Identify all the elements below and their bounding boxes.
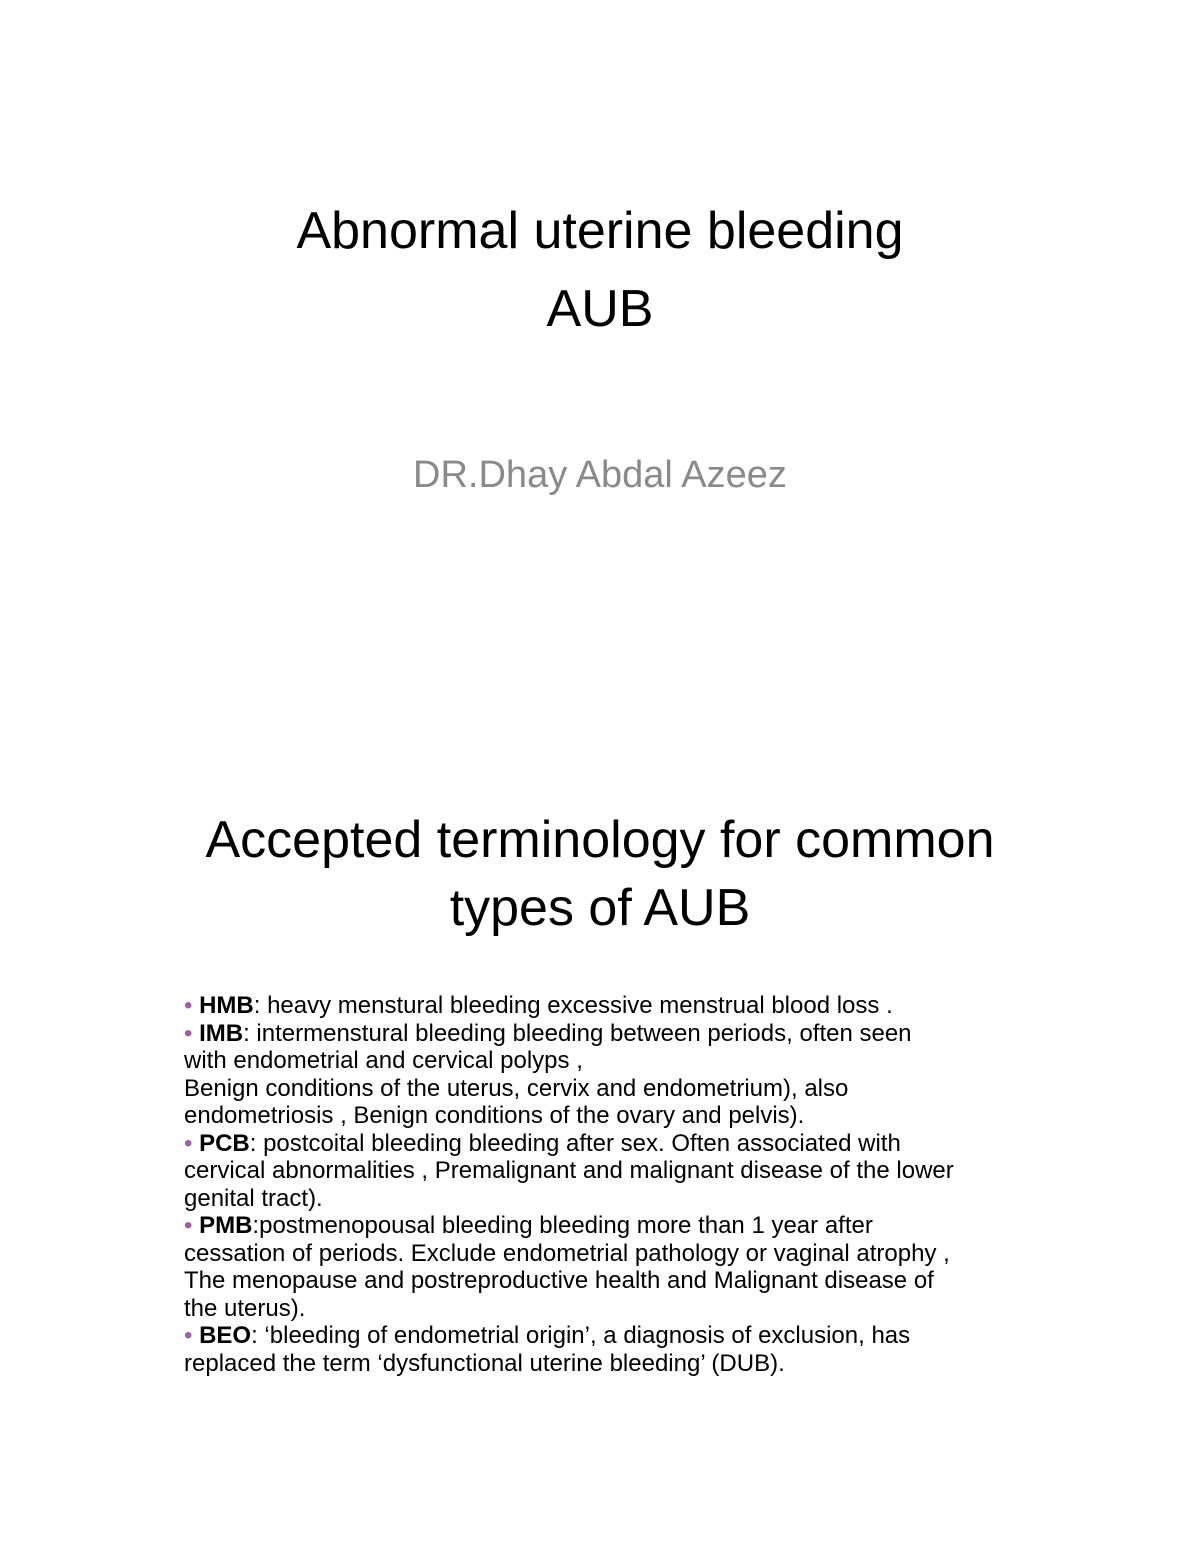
title-line-2: AUB xyxy=(546,280,654,338)
bullet-line xyxy=(184,1020,1044,1048)
bullet-item-pmb xyxy=(184,1212,1044,1322)
terminology-slide xyxy=(0,780,1200,1480)
bullet-text-line: The menopause and postreproductive health and Malignant disease of xyxy=(184,1267,934,1294)
bullet-icon: • xyxy=(184,992,193,1019)
bullet-icon: • xyxy=(184,1019,193,1047)
bullet-text: :postmenopousal bleeding bleeding more than 1 year after xyxy=(252,1212,873,1239)
bullet-text-line: endometriosis , Benign conditions of the ovary and pelvis). xyxy=(184,1102,805,1129)
bullet-text: : heavy menstural bleeding excessive menstrual blood loss . xyxy=(253,992,893,1019)
bullet-icon: • xyxy=(184,1129,193,1157)
bullet-item-beo xyxy=(184,1322,1044,1377)
bullet-line xyxy=(184,1322,1044,1350)
bullet-text-line: replaced the term ‘dysfunctional uterine bleeding’ (DUB). xyxy=(184,1349,785,1377)
bullet-icon: • xyxy=(184,1322,193,1349)
bullet-line xyxy=(184,1130,1044,1158)
author-subtitle: DR.Dhay Abdal Azeez xyxy=(413,454,787,496)
bullet-term: HMB xyxy=(199,992,254,1019)
bullet-term: PMB xyxy=(199,1212,253,1239)
bullet-text-line: with endometrial and cervical polyps , xyxy=(184,1047,583,1074)
bullet-line xyxy=(184,1212,1044,1240)
bullet-item-hmb xyxy=(184,992,1044,1020)
bullet-term: IMB xyxy=(199,1019,244,1047)
bullet-text: : postcoital bleeding bleeding after sex. Often associated with xyxy=(249,1129,901,1157)
bullet-term: BEO xyxy=(199,1322,252,1349)
terminology-title-line-2: types of AUB xyxy=(449,879,751,937)
bullet-text-line: the uterus). xyxy=(184,1294,306,1322)
bullet-icon: • xyxy=(184,1212,193,1239)
bullet-item-pcb xyxy=(184,1130,1044,1213)
title-line-1: Abnormal uterine bleeding xyxy=(296,202,904,260)
bullet-term: PCB xyxy=(199,1129,250,1157)
bullet-item-imb xyxy=(184,1020,1044,1130)
bullet-list xyxy=(184,992,1044,1377)
bullet-text-line: genital tract). xyxy=(184,1184,323,1212)
bullet-text-line: cervical abnormalities , Premalignant and malignant disease of the lower xyxy=(184,1157,954,1184)
bullet-text-line: Benign conditions of the uterus, cervix and endometrium), also xyxy=(184,1074,849,1102)
bullet-text-line: cessation of periods. Exclude endometrial pathology or vaginal atrophy , xyxy=(184,1239,950,1267)
bullet-text: : ‘bleeding of endometrial origin’, a diagnosis of exclusion, has xyxy=(251,1322,911,1349)
terminology-title-line-1: Accepted terminology for common xyxy=(205,811,995,869)
title-slide xyxy=(0,0,1200,700)
bullet-line xyxy=(184,992,1044,1020)
bullet-text: : intermenstural bleeding bleeding between periods, often seen xyxy=(243,1019,912,1047)
